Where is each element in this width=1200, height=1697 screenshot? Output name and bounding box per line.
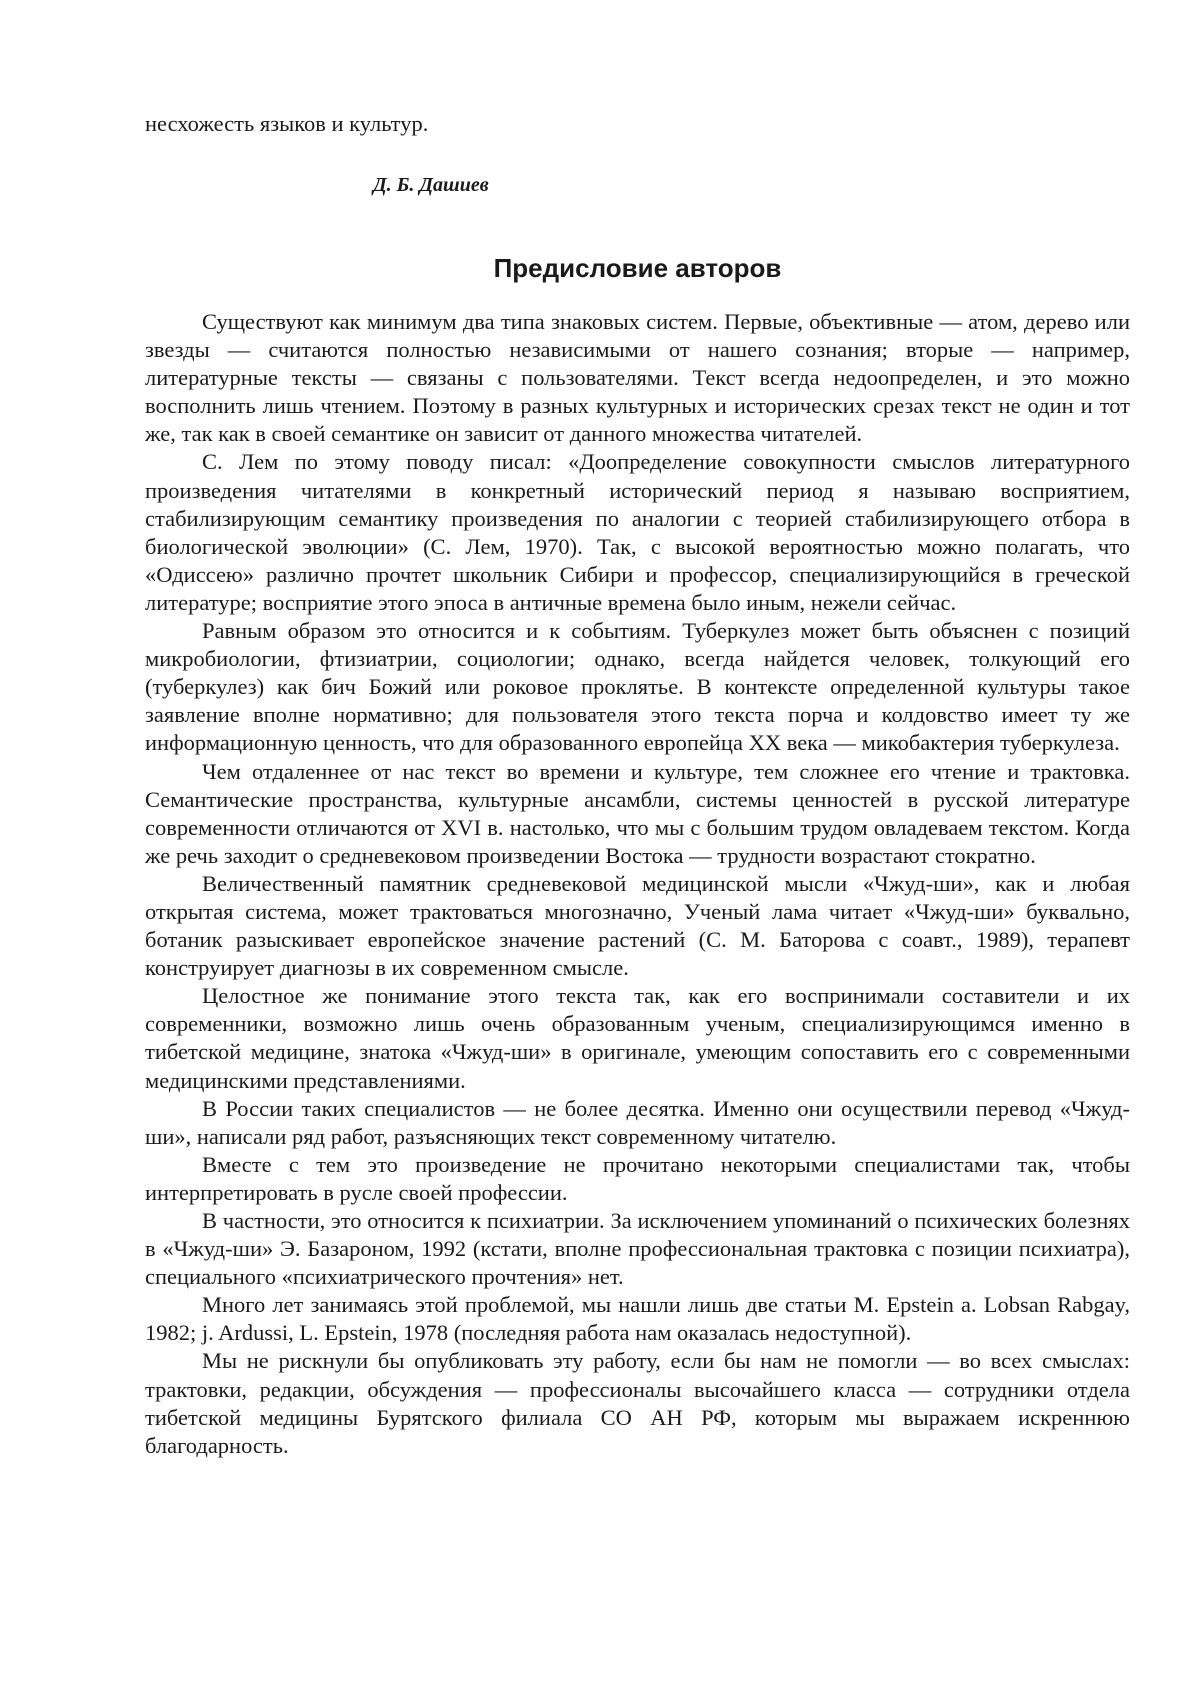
paragraph: Мы не рискнули бы опубликовать эту работу, если бы нам не помогли — во всех смыслах: трактовки, редакции, обсуждения — профессионалы высочайшего класса — сотрудники отдела тибетской медицины Бурятского филиала СО АН РФ, которым мы выражаем искреннюю благодарность. xyxy=(145,1348,1130,1458)
lead-line: несхожесть языков и культур. xyxy=(145,111,429,136)
document-page xyxy=(145,110,1130,1460)
paragraph: Много лет занимаясь этой проблемой, мы нашли лишь две статьи M. Epstein a. Lobsan Rabgay, 1982; j. Ardussi, L. Epstein, 1978 (последняя работа нам оказалась недоступной). xyxy=(145,1292,1130,1346)
paragraph: Целостное же понимание этого текста так, как его воспринимали составители и их современники, возможно лишь очень образованным ученым, специализирующимся именно в тибетской медицине, знатока «Чжуд-ши» в оригинале, умеющим сопоставить его с современными медицинскими представлениями. xyxy=(145,983,1130,1093)
paragraph: С. Лем по этому поводу писал: «Доопределение совокупности смыслов литературного произведения читателями в конкретный исторический период я называю восприятием, стабилизирующим семантику произведения по аналогии с теорией стабилизирующего отбора в биологической эволюции» (С. Лем, 1970). Так, с высокой вероятностью можно полагать, что «Одиссею» различно прочтет школьник Сибири и профессор, специализирующийся в греческой литературе; восприятие этого эпоса в античные времена было иным, нежели сейчас. xyxy=(145,449,1130,615)
paragraph: Величественный памятник средневековой медицинской мысли «Чжуд-ши», как и любая открытая система, может трактоваться многозначно, Ученый лама читает «Чжуд-ши» буквально, ботаник разыскивает европейское значение растений (С. М. Баторова с соавт., 1989), терапевт конструирует диагнозы в их современном смысле. xyxy=(145,870,1130,981)
signature: Д. Б. Дашиев xyxy=(373,174,489,196)
paragraph: В частности, это относится к психиатрии. За исключением упоминаний о психических болезнях в «Чжуд-ши» Э. Базароном, 1992 (кстати, вполне профессиональная трактовка с позиции психиатра), специального «психиатрического прочтения» нет. xyxy=(145,1208,1130,1290)
paragraph: Существуют как минимум два типа знаковых систем. Первые, объективные — атом, дерево или звезды — считаются полностью независимыми от нашего сознания; вторые — например, литературные тексты — связаны с пользователями. Текст всегда недоопределен, и это можно восполнить лишь чтением. Поэтому в разных культурных и исторических срезах текст не один и тот же, так как в своей семантике он зависит от данного множества читателей. xyxy=(145,309,1130,447)
paragraph: Чем отдаленнее от нас текст во времени и культуре, тем сложнее его чтение и трактовка. Семантические пространства, культурные ансамбли, системы ценностей в русской литературе современности отличаются от XVI в. настолько, что мы с большим трудом овладеваем текстом. Когда же речь заходит о средневековом произведении Востока — трудности возрастают стократно. xyxy=(145,758,1130,868)
document-body xyxy=(145,308,1130,1460)
paragraph: Вместе с тем это произведение не прочитано некоторыми специалистами так, чтобы интерпретировать в русле своей профессии. xyxy=(145,1151,1130,1205)
section-heading: Предисловие авторов xyxy=(493,253,782,283)
paragraph: В России таких специалистов — не более десятка. Именно они осуществили перевод «Чжуд-ши», написали ряд работ, разъясняющих текст современному читателю. xyxy=(145,1095,1130,1149)
paragraph: Равным образом это относится и к событиям. Туберкулез может быть объяснен с позиций микробиологии, фтизиатрии, социологии; однако, всегда найдется человек, толкующий его (туберкулез) как бич Божий или роковое проклятье. В контексте определенной культуры такое заявление вполне нормативно; для пользователя этого текста порча и колдовство имеет ту же информационную ценность, что для образованного европейца XX века — микобактерия туберкулеза. xyxy=(145,618,1130,756)
